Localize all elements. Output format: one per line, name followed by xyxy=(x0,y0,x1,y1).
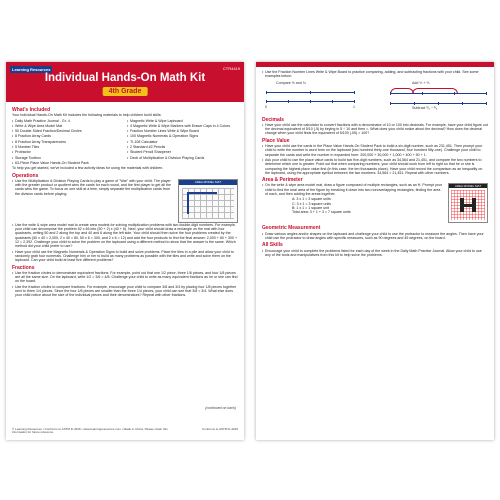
compare-label: Compare ½ and ¾ xyxy=(276,80,306,85)
add-label: Add ⅓ + ⅔ xyxy=(412,80,430,85)
help-text: To help you get started, we've included a few activity ideas for using the materials with children. xyxy=(12,166,164,171)
included-item: • 100 Magnetic Numerals & Operation Signs xyxy=(127,134,238,138)
back-card xyxy=(256,62,494,440)
number-line-one: 1 xyxy=(353,104,355,109)
included-item: • Protractor xyxy=(12,150,123,154)
brand-logo: Learning Resources xyxy=(12,67,51,72)
tick xyxy=(310,91,311,94)
tick xyxy=(462,102,463,105)
tick xyxy=(266,91,267,94)
included-item: • Student Pencil Sharpener xyxy=(127,150,238,154)
included-item: • Daily Math Practice Journal - Gr. 4 xyxy=(12,119,123,123)
tick xyxy=(332,100,333,103)
included-item: • TI-108 Calculator xyxy=(127,140,238,144)
tick xyxy=(486,102,487,105)
product-code: CTR4419 xyxy=(222,66,240,71)
geometry-item: • Draw various angles and/or shapes on the lapboard and challenge your child to use the protractor to measure the angles. Then have your child use the protractor to draw angles with specific measures, such as 90 degrees and 45 degrees, on the board. xyxy=(262,232,488,241)
included-item: • 50 Double-Sided Fraction/Decimal Circles xyxy=(12,129,123,133)
tick xyxy=(266,100,267,103)
tick xyxy=(438,102,439,105)
area-model-mat-image xyxy=(178,179,238,223)
included-intro: Your Individual Hands-On Math Kit includes the following materials to help children build skills: xyxy=(12,113,162,118)
back-content xyxy=(256,67,494,257)
tick xyxy=(454,92,455,95)
number-line-examples xyxy=(262,81,488,115)
area-heading: Area & Perimeter xyxy=(262,177,303,184)
continued-note: (continued on back) xyxy=(205,406,236,410)
fractions-item: • Use the fraction circles to demonstrate equivalent fractions. For example, point out that one 1/2 piece, three 1/6 pieces, and four 1/8 pieces are all the same size. On the lapboard, write 1/2 = 3/6 = 4/8. Challenge your child to write as many equivalent fractions as he or she can find on the board. xyxy=(12,271,238,284)
included-item: • 5 Number Tiles xyxy=(12,145,123,149)
area-eq: A: 3 x 1 = 3 square units xyxy=(292,197,331,202)
tick xyxy=(310,100,311,103)
number-line xyxy=(390,93,486,94)
area-mat-label: AREA MODEL MAT xyxy=(449,184,487,188)
included-item: • 4 Magnetic Write & Wipe Markers with Eraser Caps in 4 Colors xyxy=(127,124,238,128)
included-item: • Storage Toolbox xyxy=(12,156,123,160)
number-line-zero: 0 xyxy=(265,104,267,109)
mat-line xyxy=(187,192,189,214)
included-col-2 xyxy=(127,119,238,167)
tick xyxy=(390,102,391,105)
subtract-label: Subtract ⁶⁄₈ − ²⁄₈ xyxy=(412,105,438,110)
fractions-item: • Use the fraction circles to compare fractions. For example, encourage your child to compare 3/8 and 3/4 by placing four 1/8 pieces together next to three 1/4 pieces. Since the four 1/8 pieces are smaller than the three 1/4 pieces, your child can see that 3/8 < 3/4. What else does your child notice about the size of the individual pieces and their denominators? Repeat with other fractions. xyxy=(12,285,238,298)
geometry-heading: Geometric Measurement xyxy=(262,225,321,232)
included-list xyxy=(12,119,238,167)
operations-item: • Use the Multiplication & Division Playing Cards to play a game of "War" with your child. The player with the greater product or quotient wins the cards for each round, and the first player to get all the cards wins the game. To focus on one skill at a time, simply separate the multiplication cards from the division cards before playing. xyxy=(12,179,174,196)
operations-item: • Have your child use the Magnetic Numerals & Operation Signs to build and solve problems. Place the tiles in a pile and allow your child to randomly grab four numerals. Challenge him or her to build as many problems as possible with the tiles and write and solve them on the lapboard. Can your child build at least five different problems? xyxy=(12,250,238,263)
mat-label: AREA MODEL MAT xyxy=(179,180,237,185)
included-item: • Deck of Multiplication & Division Playing Cards xyxy=(127,156,238,160)
area-eq: B: 1 x 1 = 1 square unit xyxy=(292,205,330,210)
footer-left: © Learning Resources • Conforms to ASTM D-4236 • www.learningresources.com • Made in China. Please retain this information for future reference. xyxy=(12,426,168,435)
area-equations xyxy=(262,197,444,214)
tick xyxy=(288,100,289,103)
footer xyxy=(12,428,238,435)
tick xyxy=(422,92,423,95)
fraction-numberline-intro: • Use the Fraction Number Lines Write & Wipe Board to practice comparing, adding, and subtracting fractions with your child. See some examples below: xyxy=(262,70,488,79)
included-item: • Magnetic Write & Wipe Lapboard xyxy=(127,119,238,123)
decimals-heading: Decimals xyxy=(262,116,284,123)
fractions-heading: Fractions xyxy=(12,264,35,271)
tick xyxy=(486,92,487,95)
mat-line xyxy=(187,192,217,194)
h-shape xyxy=(472,198,476,212)
area-row xyxy=(262,183,488,223)
tick xyxy=(414,102,415,105)
decimals-item: • Have your child use the calculator to convert fractions with a denominator of 10 or 100 into decimals. For example, have your child figure out the decimal equivalent of 5/10 (.5) by keying in 5 ÷ 10 and then =. What does your child notice about the decimal? How does the decimal change when your child finds the equivalent of 5/100 (.05) = 100? xyxy=(262,123,488,136)
placevalue-heading: Place Value xyxy=(262,137,290,144)
area-eq: Total area: 3 + 1 + 3 = 7 square units xyxy=(292,210,351,215)
tick xyxy=(390,92,391,95)
placevalue-item: • Ask your child to use the place value cards to build two five-digit numbers, such as 34,564 and 21,451, and compare the two numbers to determine which one is greater. Point out that when comparing numbers, your child should work from left to right so that he or she is comparing the highest place value first (in this case, the ten thousands place). Have your child record the comparison as an inequality on the lapboard, using the appropriate symbol between the two numbers: 34,564 > 21,451. Repeat with other numbers. xyxy=(262,158,488,175)
operations-heading: Operations xyxy=(12,172,39,179)
allskills-heading: All Skills xyxy=(262,242,283,249)
included-item: • 63-Piece Place Value Hands-On Student Pack xyxy=(12,161,123,165)
h-shape xyxy=(464,204,472,207)
page-title: Individual Hands-On Math Kit xyxy=(44,72,206,84)
grade-badge: 4th Grade xyxy=(103,87,148,96)
footer-right: Conforms to ASTM D-4236 xyxy=(201,426,238,431)
front-card xyxy=(6,62,244,440)
included-col-1 xyxy=(12,119,123,167)
tick xyxy=(354,91,355,94)
area-item: • On the write & wipe area model mat, draw a figure composed of multiple rectangles, such as an H. Prompt your child to find the total area of the figure by breaking it down into two nonoverlapping rectangles, finding the area of each, and then adding the areas together. xyxy=(262,183,444,196)
area-model-image xyxy=(448,183,488,223)
included-item: • Fraction Number Lines Write & Wipe Board xyxy=(127,129,238,133)
area-eq: C: 3 x 1 = 3 square units xyxy=(292,201,332,206)
title-banner xyxy=(6,62,244,102)
operations-row xyxy=(12,179,238,223)
included-item: • 8 Fraction Array Transparencies xyxy=(12,140,123,144)
front-content xyxy=(6,102,244,298)
included-heading: What's Included xyxy=(12,107,51,113)
tick xyxy=(354,100,355,103)
placevalue-item: • Have your child use the cards in the Place Value Hands-On Student Pack to build a six-digit number, such as 231,451. Then prompt your child to write the number in word form on the lapboard (two hundred thirty-one thousand, four hundred fifty-one). Challenge your child to separate the cards and write the number in expanded form: 200,000 + 30,000 + 1,000 + 400 + 50 + 1. xyxy=(262,144,488,157)
operations-item: • Use the write & wipe area model mat to create area models for solving multiplication problems with two double-digit numbers. For example, your child can decompose the problem 52 x 46 into (50 + 2) x (40 + 6). Next, your child should draw a rectangle on the mat with four quadrants, writing 50 and 2 along the top and 40 and 6 along the left side. Your child should then solve the four problems created by the quadrants (50 x 40 = 2,000, 2 x 40 = 80, 50 x 6 = 300, and 2 x 6 = 12) and add the four products to find the final answer: 2,000 + 80 + 300 + 12 = 2,392. Challenge your child to solve the problem on the lapboard using a different method to show that the answer is the same. Which method did your child prefer to use? xyxy=(12,223,238,249)
allskills-item: • Encourage your child to complete the problems listed for each day of the week in the Daily Math Practice Journal. Allow your child to use any of the tools and manipulatives from this kit to help solve the problems. xyxy=(262,249,488,258)
included-item: • 2 Standard #2 Pencils xyxy=(127,145,238,149)
included-item: • Write & Wipe Area Model Mat xyxy=(12,124,123,128)
included-item: • 8 Fraction Array Cards xyxy=(12,134,123,138)
